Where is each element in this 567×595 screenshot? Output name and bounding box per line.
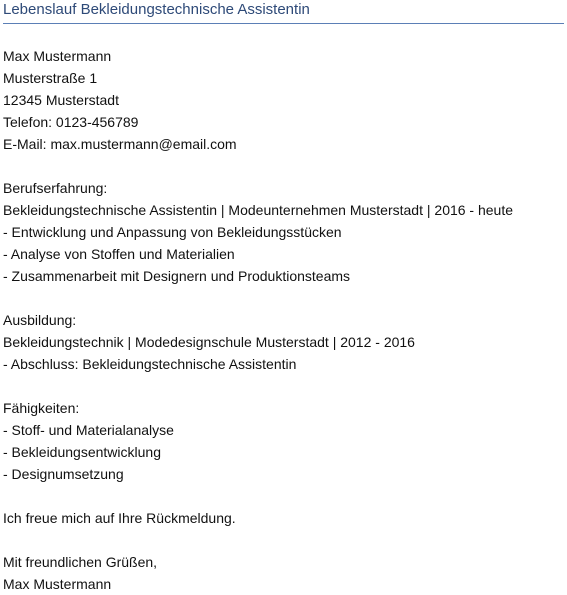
- list-item: - Abschluss: Bekleidungstechnische Assistentin: [3, 356, 297, 372]
- signoff-name: Max Mustermann: [3, 576, 112, 592]
- contact-block: [3, 45, 565, 155]
- contact-street: Musterstraße 1: [3, 70, 98, 86]
- contact-phone: Telefon: 0123-456789: [3, 114, 139, 130]
- experience-section: [3, 177, 565, 287]
- list-item: - Zusammenarbeit mit Designern und Produktionsteams: [3, 268, 351, 284]
- education-heading: Ausbildung:: [3, 312, 77, 328]
- spacer: [3, 287, 565, 309]
- experience-position: Bekleidungstechnische Assistentin | Modeunternehmen Musterstadt | 2016 - heute: [3, 202, 514, 218]
- closing-sentence: Ich freue mich auf Ihre Rückmeldung.: [3, 510, 236, 526]
- spacer: [3, 375, 565, 397]
- skills-section: [3, 397, 565, 485]
- title-divider: [3, 23, 564, 24]
- document: [3, 0, 565, 595]
- experience-heading: Berufserfahrung:: [3, 180, 108, 196]
- spacer: [3, 529, 565, 551]
- contact-name: Max Mustermann: [3, 48, 112, 64]
- list-item: - Bekleidungsentwicklung: [3, 444, 161, 460]
- signoff-greeting: Mit freundlichen Grüßen,: [3, 554, 158, 570]
- contact-email: E-Mail: max.mustermann@email.com: [3, 136, 237, 152]
- skills-heading: Fähigkeiten:: [3, 400, 80, 416]
- education-section: [3, 309, 565, 375]
- contact-city: 12345 Musterstadt: [3, 92, 119, 108]
- spacer: [3, 155, 565, 177]
- spacer: [3, 485, 565, 507]
- signoff-block: [3, 551, 565, 595]
- list-item: - Entwicklung und Anpassung von Bekleidungsstücken: [3, 224, 342, 240]
- list-item: - Analyse von Stoffen und Materialien: [3, 246, 235, 262]
- list-item: - Stoff- und Materialanalyse: [3, 422, 174, 438]
- list-item: - Designumsetzung: [3, 466, 124, 482]
- document-title: Lebenslauf Bekleidungstechnische Assistentin: [3, 1, 310, 18]
- education-program: Bekleidungstechnik | Modedesignschule Musterstadt | 2012 - 2016: [3, 334, 415, 350]
